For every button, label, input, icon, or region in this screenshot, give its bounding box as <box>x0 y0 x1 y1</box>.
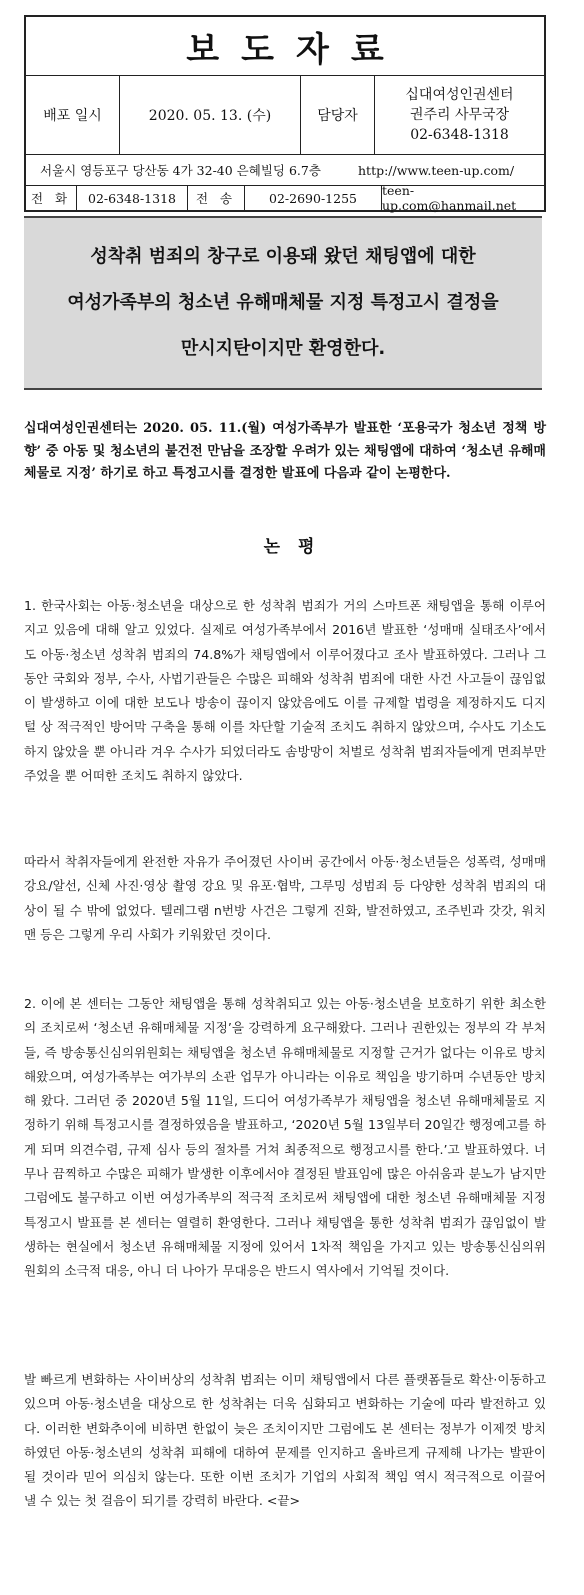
headline-line-1: 성착취 범죄의 창구로 이용돼 왔던 채팅앱에 대한 <box>90 246 476 267</box>
section-title: 논 평 <box>263 537 321 557</box>
release-date: 2020. 05. 13. (수) <box>120 76 301 154</box>
phone-number: 02-6348-1318 <box>77 186 188 210</box>
address: 서울시 영등포구 당산동 4가 32-40 은혜빌딩 6.7층 <box>40 163 321 178</box>
release-info-row <box>26 76 544 155</box>
headline-box <box>24 216 542 390</box>
body-paragraph-3: 2. 이에 본 센터는 그동안 채팅앱을 통해 성착취되고 있는 아동·청소년을 보호하기 위한 최소한의 조치로써 ‘청소년 유해매체물 지정’을 강력하게 요구해왔다. 그러나 권한있는 정부의 각 부처들, 즉 방송통신심의위원회는 채팅앱을 청소년 유해매체물로 지정할 근거가 없다는 이유로 방치해왔으며, 여성가족부는 여가부의 소관 업무가 아니라는 이유로 책임을 방기하며 수년동안 방치해 왔다. 그러던 중 2020년 5월 11일, 드디어 여성가족부가 채팅앱을 청소년 유해매체물로 지정하기 위해 특정고시를 결정하였음을 발표하고, ‘2020년 5월 13일부터 20일간 행정예고를 하게 되며 의견수렴, 규제 심사 등의 절차를 거쳐 최종적으로 행정고시를 한다.’고 발표하였다. 너무나 끔찍하고 수많은 피해가 발생한 이후에서야 결정된 발표임에 많은 아쉬움과 분노가 남지만 그럼에도 불구하고 이번 여성가족부의 적극적 조치로써 채팅앱에 대한 청소년 유해매체물 지정 특정고시 발표를 본 센터는 열렬히 환영한다. 그러나 채팅앱을 통한 성착취 범죄가 끊임없이 발생하는 현실에서 청소년 유해매체물 지정에 있어서 1차적 책임을 가지고 있는 방송통신심의위원회의 소극적 대응, 아니 더 나아가 무대응은 반드시 역사에서 기억될 것이다. <box>24 996 546 1279</box>
fax-label: 전 송 <box>188 186 245 210</box>
headline-line-3: 만시지탄이지만 환영한다. <box>180 338 386 359</box>
email-link[interactable]: teen-up.com@hanmail.net <box>382 183 517 213</box>
address-row <box>26 155 544 186</box>
contact-label: 담당자 <box>301 76 375 154</box>
org-name: 십대여성인권센터 <box>405 87 514 103</box>
officer-name: 권주리 사무국장 <box>409 107 510 123</box>
contact-row <box>26 183 544 213</box>
fax-number: 02-2690-1255 <box>245 186 382 210</box>
body-paragraph-2: 따라서 착취자들에게 완전한 자유가 주어졌던 사이버 공간에서 아동·청소년들은 성폭력, 성매매 강요/알선, 신체 사진·영상 촬영 강요 및 유포·협박, 그루밍 성범죄 등 다양한 성착취 범죄의 대상이 될 수 밖에 없었다. 텔레그램 n번방 사건은 그렇게 진화, 발전하였고, 조주빈과 갓갓, 워치맨 등은 그렇게 우리 사회가 키워왔던 것이다. <box>24 854 546 942</box>
contact-person-cell <box>375 76 544 154</box>
website-link[interactable]: http://www.teen-up.com/ <box>358 162 515 178</box>
title-row <box>26 17 544 76</box>
phone-label: 전 화 <box>26 186 77 210</box>
press-release-header <box>24 15 546 212</box>
body-paragraph-1: 1. 한국사회는 아동·청소년을 대상으로 한 성착취 범죄가 거의 스마트폰 채팅앱을 통해 이루어지고 있음에 대해 알고 있었다. 실제로 여성가족부에서 2016년 발표한 ‘성매매 실태조사’에서도 아동·청소년 성착취 범죄의 74.8%가 채팅앱에서 이루어졌다고 조사 발표하였다. 그러나 그동안 국회와 정부, 수사, 사법기관들은 수많은 피해와 성착취 범죄에 대한 사건 사고들이 끊임없이 발생하고 이에 대한 보도나 방송이 끊이지 않았음에도 이를 규제할 법령을 제정하지도 디지털 상 적극적인 방어막 구축을 통해 이를 차단할 기술적 조치도 취하지 않았으며, 수사도 기소도 하지 않았을 뿐 아니라 겨우 수사가 되었더라도 솜방망이 처벌로 성착취 범죄자들에게 면죄부만 주었을 뿐 어떠한 조치도 취하지 않았다. <box>24 598 546 784</box>
release-label: 배포 일시 <box>26 76 120 154</box>
document-title: 보도자료 <box>186 29 406 70</box>
officer-phone: 02-6348-1318 <box>410 127 509 143</box>
body-paragraph-4: 발 빠르게 변화하는 사이버상의 성착취 범죄는 이미 채팅앱에서 다른 플랫폼들로 확산·이동하고 있으며 아동·청소년을 대상으로 한 성착취는 더욱 심화되고 변화하는 기술에 따라 발전하고 있다. 이러한 변화추이에 비하면 한없이 늦은 조치이지만 그럼에도 본 센터는 정부가 이제껏 방치하였던 아동·청소년의 성착취 피해에 대하여 문제를 인지하고 올바르게 규제해 나가는 발판이 될 것이라 믿어 의심치 않는다. 또한 이번 조치가 기업의 사회적 책임 역시 적극적으로 이끌어 낼 수 있는 첫 걸음이 되기를 강력히 바란다. <끝> <box>24 1372 546 1509</box>
lead-paragraph: 십대여성인권센터는 2020. 05. 11.(월) 여성가족부가 발표한 ‘포용국가 청소년 정책 방향’ 중 아동 및 청소년의 불건전 만남을 조장할 우려가 있는 채팅앱에 대하여 ‘청소년 유해매체물로 지정’ 하기로 하고 특정고시를 결정한 발표에 다음과 같이 논평한다. <box>24 421 546 481</box>
headline-line-2: 여성가족부의 청소년 유해매체물 지정 특정고시 결정을 <box>67 292 499 313</box>
